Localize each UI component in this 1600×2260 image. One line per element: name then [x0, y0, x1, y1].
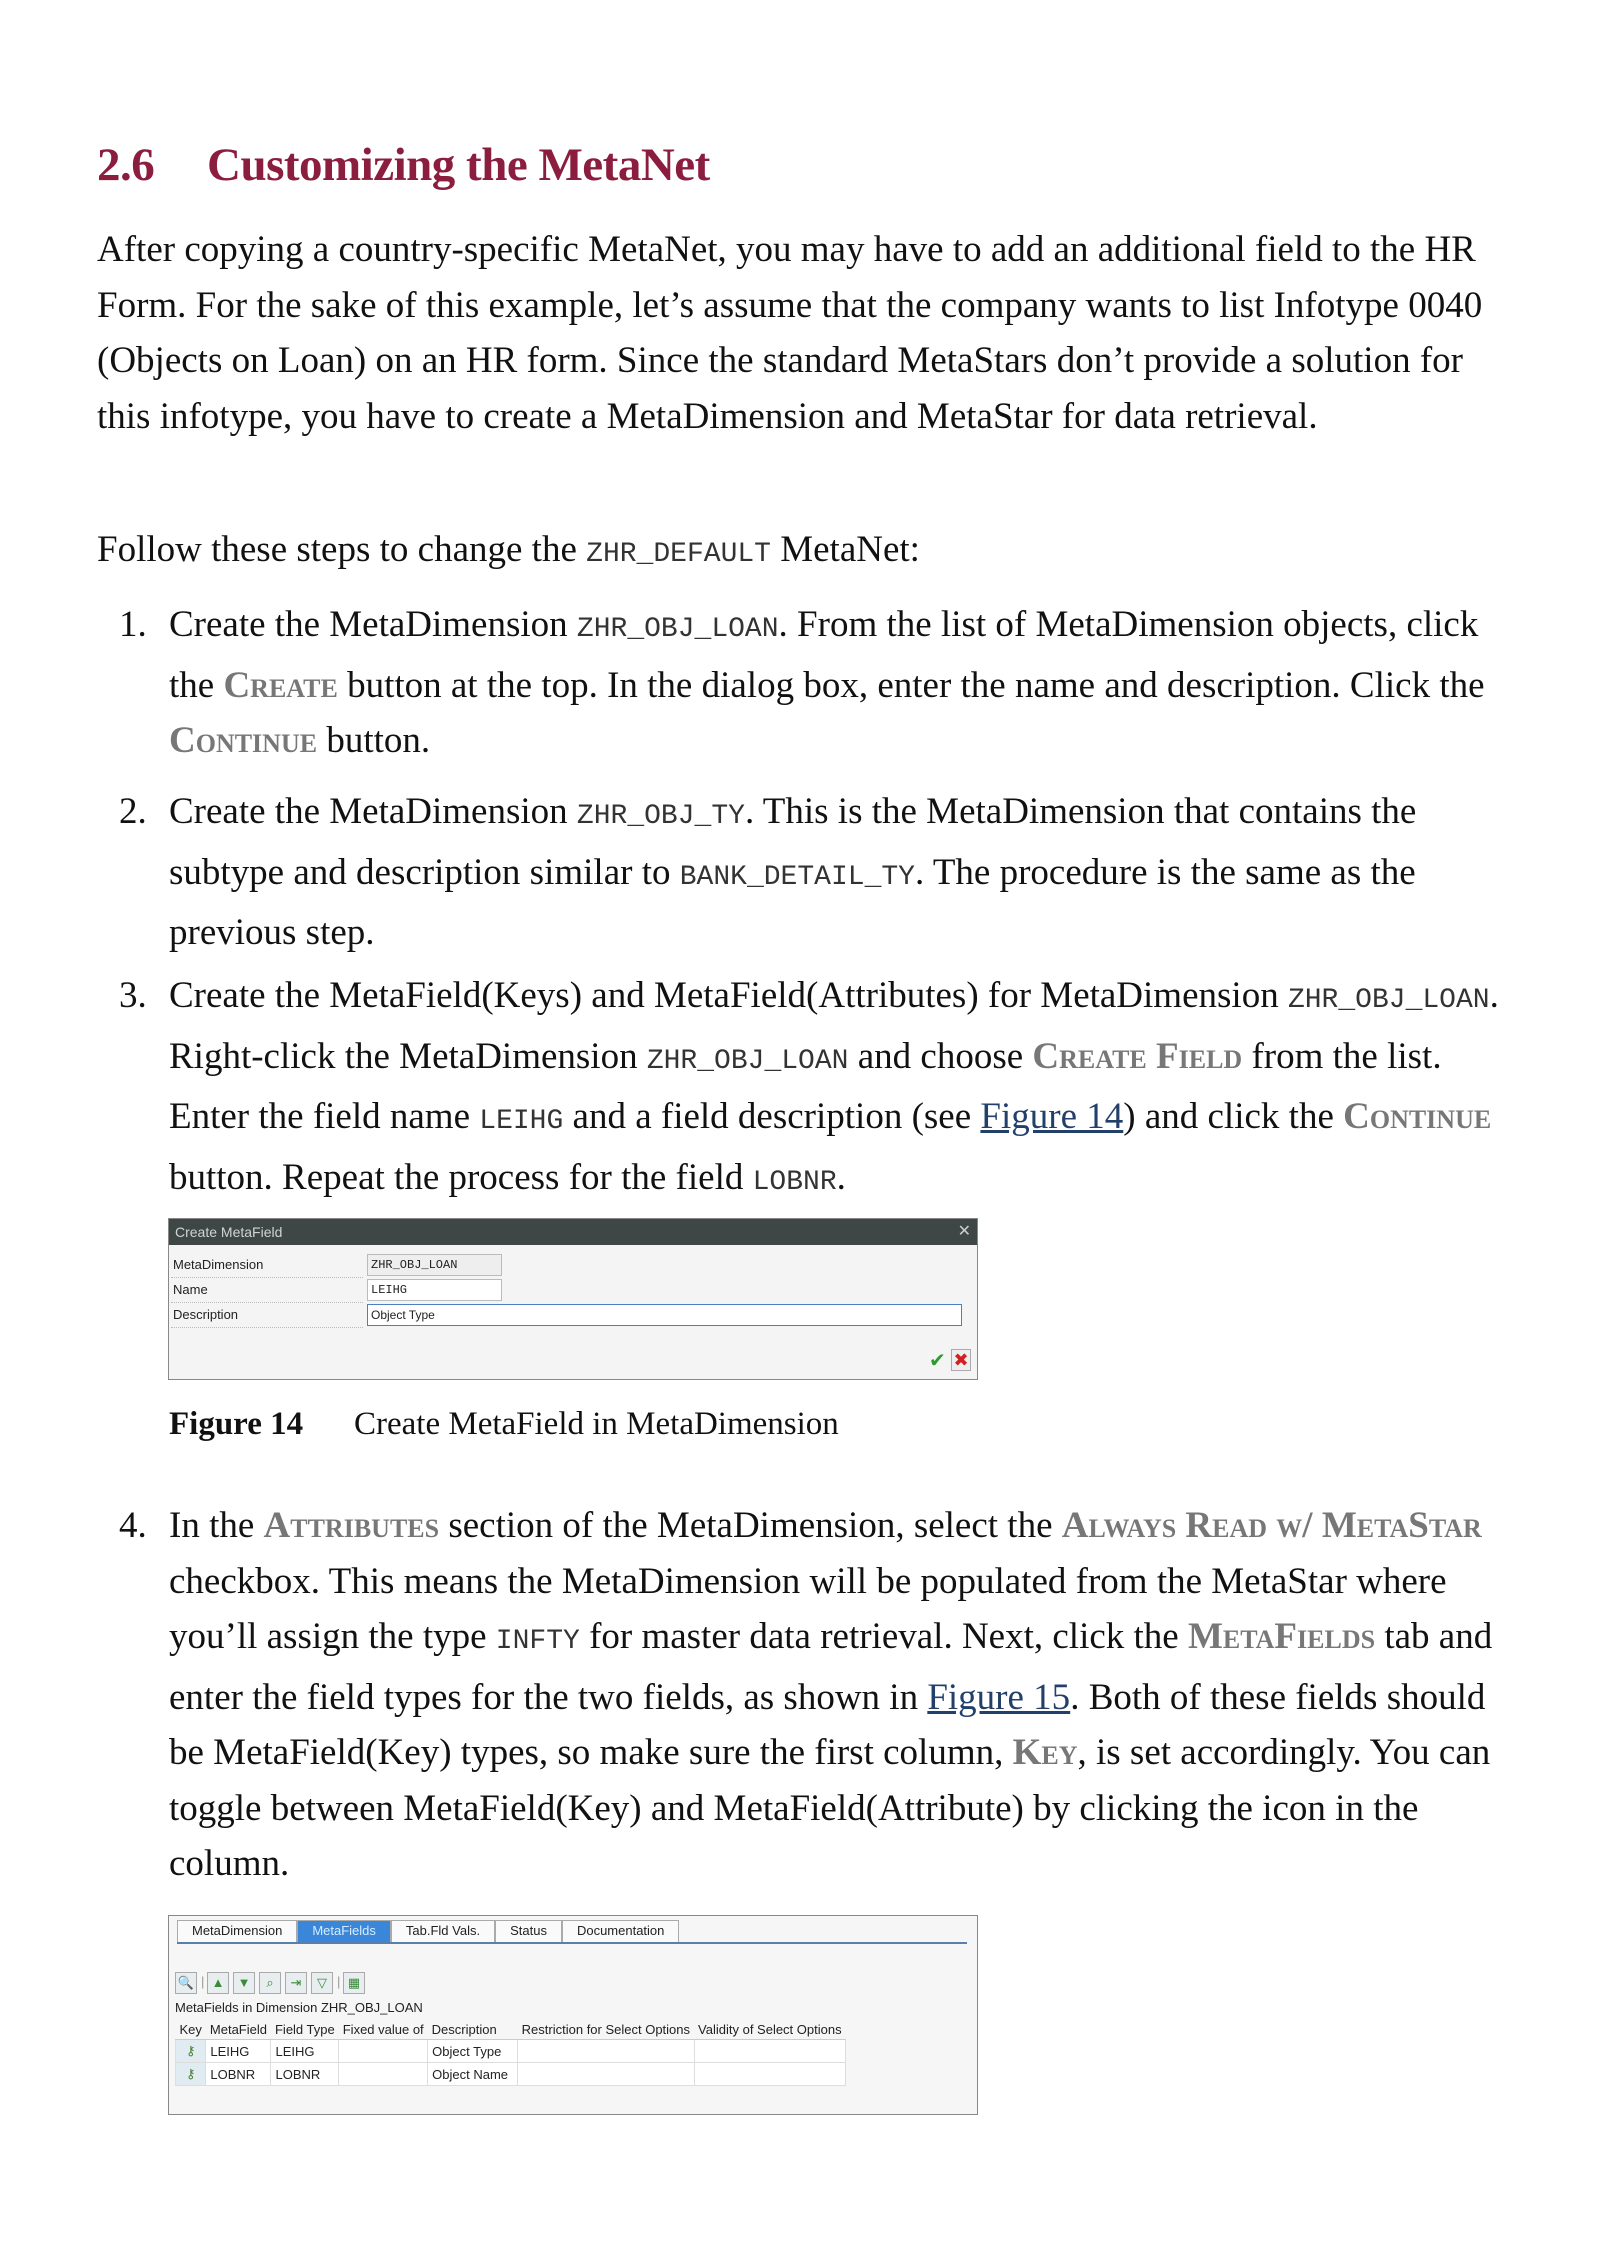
step-3 [97, 968, 1507, 1210]
text: . Both of these fields should be MetaField(Key) types, so make sure the first column, [169, 1676, 1486, 1773]
metafields-screen [168, 1915, 978, 2115]
section-heading [97, 138, 710, 192]
col-metafield[interactable]: MetaField [206, 2020, 271, 2040]
filter-icon[interactable]: ▽ [311, 1972, 333, 1994]
col-field-type[interactable]: Field Type [271, 2020, 339, 2040]
tab-tab-fld-vals[interactable]: Tab.Fld Vals. [391, 1920, 495, 1942]
code: INFTY [495, 1626, 580, 1657]
close-icon[interactable]: ✕ [957, 1223, 971, 1240]
name-input[interactable]: LEIHG [367, 1279, 502, 1301]
ui-term: Key [1012, 1732, 1078, 1773]
step-number: 4. [119, 1505, 147, 1546]
cancel-x-icon[interactable]: ✖ [951, 1349, 971, 1371]
intro-paragraph: After copying a country-specific MetaNet, you may have to add an additional field to the HR Form. For the sake of this example, let’s assume that the company wants to list Infotype 0040 (Objects on Loan) on an HR form. Since the standard MetaStars don’t provide a solution for this infotype, you have to create a MetaDimension and MetaStar for data retrieval. [97, 229, 1483, 437]
text: button. Repeat the process for the field [169, 1156, 753, 1198]
tab-strip [177, 1920, 967, 1944]
col-description[interactable]: Description [428, 2020, 518, 2040]
col-validity[interactable]: Validity of Select Options [694, 2020, 846, 2040]
text: button at the top. In the dialog box, enter the name and description. Click the [337, 664, 1485, 706]
code: ZHR_OBJ_LOAN [576, 614, 779, 645]
figure-15-link[interactable]: Figure 15 [927, 1676, 1071, 1718]
text: tab and enter the field types for the two fields, as shown in [169, 1616, 1493, 1718]
text: . Right-click the MetaDimension [169, 975, 1499, 1077]
dialog-titlebar [169, 1219, 977, 1245]
follow-post: MetaNet: [770, 529, 920, 570]
metafields-table [175, 2020, 846, 2086]
key-toggle-icon[interactable]: ⚷ [176, 2063, 206, 2086]
create-metafield-dialog [168, 1218, 978, 1380]
text: from the list. Enter the field name [169, 1035, 1442, 1137]
section-number: 2.6 [97, 139, 155, 191]
layout-icon[interactable]: ▦ [343, 1972, 365, 1994]
ui-term: Continue [1343, 1096, 1492, 1137]
metadimension-input: ZHR_OBJ_LOAN [367, 1254, 502, 1276]
text: and a field description (see [563, 1096, 981, 1137]
text: section of the MetaDimension, select the [439, 1505, 1062, 1546]
field-label: MetaDimension [171, 1253, 363, 1278]
cell-field-type[interactable]: LEIHG [271, 2040, 339, 2063]
code: BANK_DETAIL_TY [679, 861, 915, 893]
sort-descending-icon[interactable]: ▼ [233, 1972, 255, 1994]
table-header [176, 2020, 846, 2040]
follow-paragraph [97, 522, 1507, 583]
code: ZHR_OBJ_LOAN [1287, 985, 1490, 1016]
follow-pre: Follow these steps to change the [97, 529, 587, 570]
step-2 [97, 784, 1507, 961]
key-toggle-icon[interactable]: ⚷ [176, 2040, 206, 2063]
text: ) and click the [1123, 1096, 1344, 1137]
cell-restriction[interactable] [518, 2063, 694, 2086]
sort-ascending-icon[interactable]: ▲ [207, 1972, 229, 1994]
field-description [171, 1303, 971, 1327]
cell-validity[interactable] [694, 2063, 846, 2086]
description-input[interactable]: Object Type [367, 1304, 962, 1326]
cell-field-type[interactable]: LOBNR [271, 2063, 339, 2086]
continue-check-icon[interactable]: ✔ [929, 1350, 946, 1372]
field-label: Name [171, 1278, 363, 1303]
text: checkbox. This means the MetaDimension will be populated from the MetaStar where you’ll assign the type [169, 1560, 1447, 1657]
text: button. [317, 720, 431, 761]
tab-metafields[interactable]: MetaFields [297, 1920, 391, 1942]
step-number: 3. [119, 975, 147, 1016]
text: Create the MetaDimension [169, 791, 577, 832]
cell-validity[interactable] [694, 2040, 846, 2063]
text: . The procedure is the same as the previous step. [169, 851, 1416, 953]
code: ZHR_OBJ_TY [576, 801, 745, 832]
ui-term: Continue [169, 720, 318, 761]
grid-title: MetaFields in Dimension ZHR_OBJ_LOAN [175, 2000, 423, 2015]
cell-restriction[interactable] [518, 2040, 694, 2063]
text: Create the MetaDimension [169, 604, 577, 645]
ui-term: Create Field [1032, 1035, 1243, 1077]
col-key[interactable]: Key [176, 2020, 206, 2040]
text: . This is the MetaDimension that contains the subtype and description similar to [169, 791, 1417, 893]
col-fixed-value[interactable]: Fixed value of [339, 2020, 428, 2040]
separator: | [337, 1974, 341, 1989]
code: LOBNR [752, 1166, 837, 1198]
text: In the [169, 1505, 264, 1546]
find-next-icon[interactable]: ⇥ [285, 1972, 307, 1994]
cell-fixed[interactable] [339, 2040, 428, 2063]
ui-term: Create [223, 664, 338, 706]
text: . [836, 1156, 846, 1198]
details-icon[interactable]: 🔍 [175, 1972, 197, 1994]
ui-term: Always Read w/ MetaStar [1061, 1505, 1482, 1546]
cell-fixed[interactable] [339, 2063, 428, 2086]
code: ZHR_OBJ_LOAN [646, 1045, 849, 1077]
figure-14-caption [169, 1406, 839, 1443]
step-number: 1. [119, 604, 147, 645]
text: . From the list of MetaDimension objects, click the [169, 604, 1479, 706]
figure-14-link[interactable]: Figure 14 [980, 1096, 1124, 1137]
step-1 [97, 597, 1507, 769]
tab-documentation[interactable]: Documentation [562, 1920, 679, 1942]
text: Create the MetaField(Keys) and MetaField(Attributes) for MetaDimension [169, 975, 1288, 1016]
code: LEIHG [479, 1106, 564, 1137]
text: and choose [848, 1035, 1033, 1077]
table-row [176, 2040, 846, 2063]
section-title: Customizing the MetaNet [207, 139, 710, 191]
tab-status[interactable]: Status [495, 1920, 562, 1942]
caption-text: Create MetaField in MetaDimension [354, 1406, 839, 1442]
text: for master data retrieval. Next, click the [579, 1616, 1188, 1657]
find-icon[interactable]: ⌕ [259, 1972, 281, 1994]
grid-toolbar [175, 1972, 365, 1994]
step-4 [97, 1498, 1507, 1892]
text: , is set accordingly. You can toggle between MetaField(Key) and MetaField(Attribute) by clicking the icon in the column. [169, 1732, 1491, 1884]
table-row [176, 2063, 846, 2086]
col-restriction[interactable]: Restriction for Select Options [518, 2020, 694, 2040]
field-label: Description [171, 1303, 363, 1328]
cell-metafield[interactable]: LOBNR [206, 2063, 271, 2086]
ui-term: Attributes [263, 1505, 440, 1546]
field-metadimension [171, 1253, 971, 1277]
cell-description[interactable]: Object Type [428, 2040, 518, 2063]
tab-metadimension[interactable]: MetaDimension [177, 1920, 297, 1942]
cell-metafield[interactable]: LEIHG [206, 2040, 271, 2063]
step-number: 2. [119, 791, 147, 832]
separator: | [201, 1974, 205, 1989]
caption-label: Figure 14 [169, 1406, 304, 1442]
code-zhr-default: ZHR_DEFAULT [586, 539, 771, 570]
field-name [171, 1278, 971, 1302]
cell-description[interactable]: Object Name [428, 2063, 518, 2086]
ui-term: MetaFields [1187, 1616, 1376, 1657]
dialog-title: Create MetaField [175, 1224, 283, 1240]
